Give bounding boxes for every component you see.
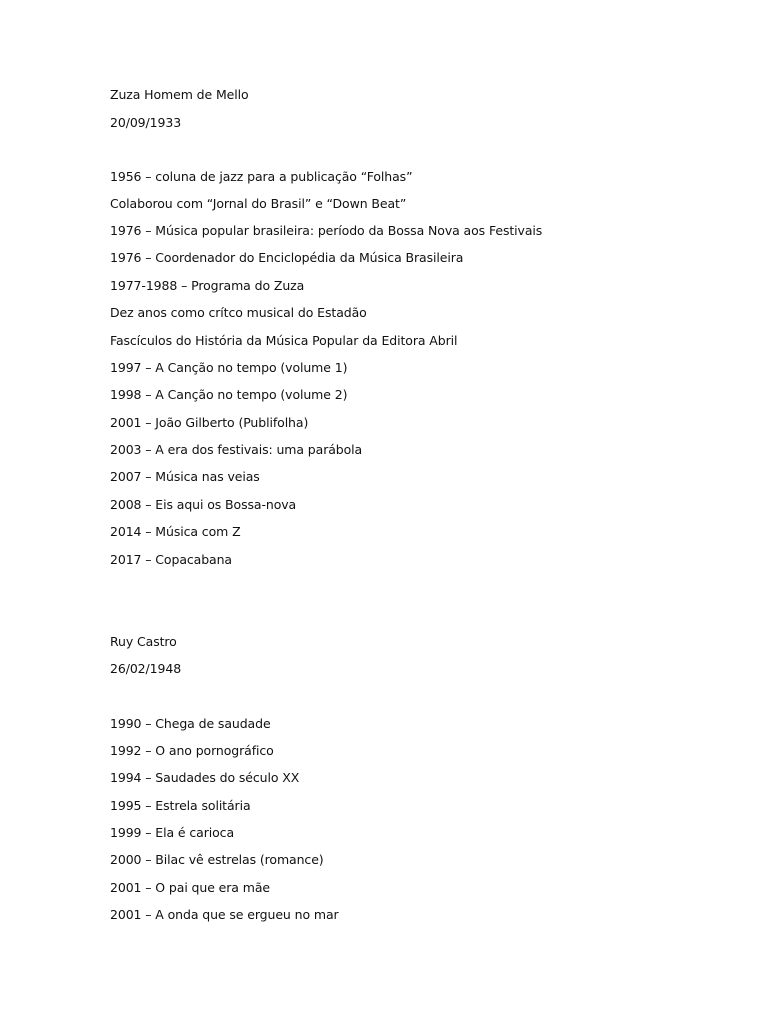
- person-name: Ruy Castro: [110, 634, 177, 649]
- list-item: 2001 – João Gilberto (Publifolha): [110, 415, 309, 430]
- list-item: 2001 – O pai que era mãe: [110, 880, 270, 895]
- list-item: 1976 – Música popular brasileira: período da Bossa Nova aos Festivais: [110, 223, 543, 238]
- list-item: 1997 – A Canção no tempo (volume 1): [110, 360, 348, 375]
- list-item: 2014 – Música com Z: [110, 524, 241, 539]
- list-item: 1956 – coluna de jazz para a publicação “Folhas”: [110, 169, 413, 184]
- list-item: 1994 – Saudades do século XX: [110, 770, 300, 785]
- list-item: 1992 – O ano pornográfico: [110, 743, 274, 758]
- list-item: 2000 – Bilac vê estrelas (romance): [110, 852, 324, 867]
- list-item: 2001 – A onda que se ergueu no mar: [110, 907, 339, 922]
- birth-date: 20/09/1933: [110, 115, 182, 130]
- list-item: 1977-1988 – Programa do Zuza: [110, 278, 305, 293]
- list-item: 2007 – Música nas veias: [110, 469, 260, 484]
- list-item: 2003 – A era dos festivais: uma parábola: [110, 442, 363, 457]
- person-name: Zuza Homem de Mello: [110, 87, 249, 102]
- list-item: 1990 – Chega de saudade: [110, 716, 271, 731]
- list-item: Colaborou com “Jornal do Brasil” e “Down Beat”: [110, 196, 407, 211]
- list-item: 1998 – A Canção no tempo (volume 2): [110, 387, 348, 402]
- list-item: 1999 – Ela é carioca: [110, 825, 235, 840]
- list-item: Fascículos do História da Música Popular da Editora Abril: [110, 333, 458, 348]
- list-item: 2008 – Eis aqui os Bossa-nova: [110, 497, 297, 512]
- list-item: 1976 – Coordenador do Enciclopédia da Música Brasileira: [110, 250, 464, 265]
- list-item: 1995 – Estrela solitária: [110, 798, 251, 813]
- birth-date: 26/02/1948: [110, 661, 182, 676]
- list-item: Dez anos como crítco musical do Estadão: [110, 305, 367, 320]
- list-item: 2017 – Copacabana: [110, 552, 232, 567]
